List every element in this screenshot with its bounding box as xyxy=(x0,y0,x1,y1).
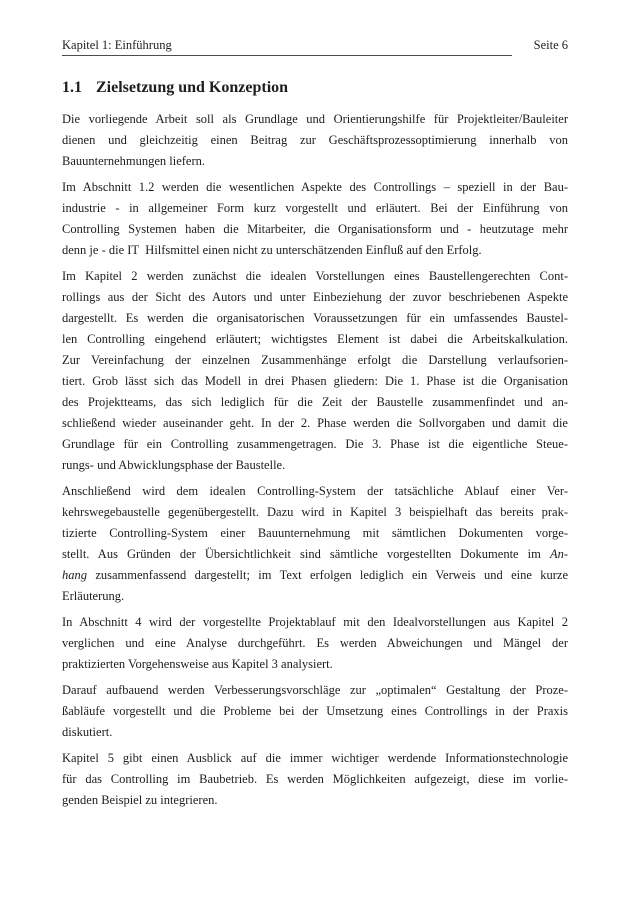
section-heading xyxy=(62,78,568,97)
text-line xyxy=(62,633,568,654)
text-segment: verglichen und eine Analyse durchgeführt. Es werden Abweichungen und Mängel der xyxy=(62,636,568,650)
text-line xyxy=(62,523,568,544)
text-line xyxy=(62,680,568,701)
paragraph xyxy=(62,481,568,607)
text-segment: des Projektteams, das sich lediglich für die Zeit der Baustelle zusammenfindet und an- xyxy=(62,395,568,409)
paragraph xyxy=(62,266,568,476)
section-number: 1.1 xyxy=(62,79,82,96)
header-chapter-label: Kapitel 1: Einführung xyxy=(62,38,172,52)
text-line xyxy=(62,350,568,371)
text-line xyxy=(62,565,568,586)
text-segment: In Abschnitt 4 wird der vorgestellte Projektablauf mit den Idealvorstellungen aus Kapitel 2 xyxy=(62,615,568,629)
text-line xyxy=(62,198,568,219)
body-text xyxy=(62,109,568,811)
text-line xyxy=(62,722,568,743)
header-rule xyxy=(62,55,512,56)
text-segment: denn je - die IT Hilfsmittel einen nicht zu unterschätzenden Einfluß auf den Erfolg. xyxy=(62,243,482,257)
paragraph xyxy=(62,177,568,261)
text-line xyxy=(62,654,568,675)
text-segment: Im Abschnitt 1.2 werden die wesentlichen Aspekte des Controllings – speziell in der Bau- xyxy=(62,180,568,194)
text-line xyxy=(62,481,568,502)
text-line xyxy=(62,329,568,350)
text-line xyxy=(62,544,568,565)
text-line xyxy=(62,177,568,198)
text-segment: ßabläufe vorgestellt und die Probleme bei der Umsetzung eines Controllings in der Praxis xyxy=(62,704,568,718)
text-segment: Erläuterung. xyxy=(62,589,125,603)
text-segment: Grundlage für ein Controlling zusammengetragen. Die 3. Phase ist die eigentliche Steue- xyxy=(62,437,568,451)
italic-text-segment: An- xyxy=(549,547,568,561)
text-segment: Anschließend wird dem idealen Controlling-System der tatsächliche Ablauf einer Ver- xyxy=(62,484,568,498)
header-page-label: Seite 6 xyxy=(533,38,568,52)
text-segment: Im Kapitel 2 werden zunächst die idealen Vorstellungen eines Baustellengerechten Cont- xyxy=(62,269,568,283)
text-line xyxy=(62,455,568,476)
text-line xyxy=(62,748,568,769)
text-segment: dienen und gleichzeitig einen Beitrag zur Geschäftsprozessoptimierung innerhalb von xyxy=(62,133,568,147)
text-segment: diskutiert. xyxy=(62,725,113,739)
paragraph xyxy=(62,748,568,811)
text-line xyxy=(62,701,568,722)
text-line xyxy=(62,151,568,172)
text-segment: Controlling Systemen haben die Mitarbeiter, die Organisationsform und - heutzutage mehr xyxy=(62,222,568,236)
text-segment: rungs- und Abwicklungsphase der Baustelle. xyxy=(62,458,286,472)
text-line xyxy=(62,130,568,151)
text-line xyxy=(62,287,568,308)
text-segment: schließend wieder auseinander geht. In der 2. Phase werden die Sollvorgaben und damit die xyxy=(62,416,568,430)
page-header xyxy=(62,38,568,56)
text-line xyxy=(62,240,568,261)
text-segment: praktizierten Vorgehensweise aus Kapitel 3 analysiert. xyxy=(62,657,333,671)
text-segment: Kapitel 5 gibt einen Ausblick auf die immer wichtiger werdende Informationstechnologie xyxy=(62,751,568,765)
text-segment: dargestellt. Es werden die organisatorischen Voraussetzungen für ein umfassendes Baustel- xyxy=(62,311,568,325)
text-segment: rollings aus der Sicht des Autors und unter Einbeziehung der zuvor beschriebenen Aspekte xyxy=(62,290,568,304)
text-line xyxy=(62,219,568,240)
paragraph xyxy=(62,612,568,675)
paragraph xyxy=(62,680,568,743)
text-line xyxy=(62,502,568,523)
section-title: Zielsetzung und Konzeption xyxy=(96,79,289,96)
text-segment: kehrswegebaustelle gegenübergestellt. Dazu wird in Kapitel 3 beispielhaft das bereits prak- xyxy=(62,505,568,519)
text-segment: Die vorliegende Arbeit soll als Grundlage und Orientierungshilfe für Projektleiter/Bauleiter xyxy=(62,112,568,126)
text-line xyxy=(62,612,568,633)
text-segment: stellt. Aus Gründen der Übersichtlichkeit sind sämtliche vorgestellten Dokumente im xyxy=(62,547,550,561)
text-segment: Zur Vereinfachung der einzelnen Zusammenhänge erfolgt die Darstellung verlaufsorien- xyxy=(62,353,568,367)
italic-text-segment: hang xyxy=(62,568,87,582)
text-line xyxy=(62,392,568,413)
text-line xyxy=(62,413,568,434)
text-line xyxy=(62,586,568,607)
text-segment: Bauunternehmungen liefern. xyxy=(62,154,206,168)
text-line xyxy=(62,434,568,455)
text-line xyxy=(62,790,568,811)
text-segment: tizierte Controlling-System einer Bauunternehmung mit sämtlichen Dokumenten vorge- xyxy=(62,526,568,540)
text-line xyxy=(62,371,568,392)
paragraph xyxy=(62,109,568,172)
text-segment: genden Beispiel zu integrieren. xyxy=(62,793,218,807)
text-segment: zusammenfassend dargestellt; im Text erfolgen lediglich ein Verweis und eine kurze xyxy=(87,568,568,582)
text-line xyxy=(62,308,568,329)
text-segment: für das Controlling im Baubetrieb. Es werden Möglichkeiten aufgezeigt, diese im vorlie- xyxy=(62,772,568,786)
text-line xyxy=(62,109,568,130)
text-segment: tiert. Grob lässt sich das Modell in drei Phasen gliedern: Die 1. Phase ist die Organisation xyxy=(62,374,568,388)
header-row xyxy=(62,38,568,53)
text-line xyxy=(62,769,568,790)
text-segment: Darauf aufbauend werden Verbesserungsvorschläge zur „optimalen“ Gestaltung der Proze- xyxy=(62,683,568,697)
text-segment: industrie - in allgemeiner Form kurz vorgestellt und erläutert. Bei der Einführung von xyxy=(62,201,568,215)
text-line xyxy=(62,266,568,287)
text-segment: len Controlling eingehend erläutert; wichtigstes Element ist dabei die Arbeitskalkulation. xyxy=(62,332,568,346)
